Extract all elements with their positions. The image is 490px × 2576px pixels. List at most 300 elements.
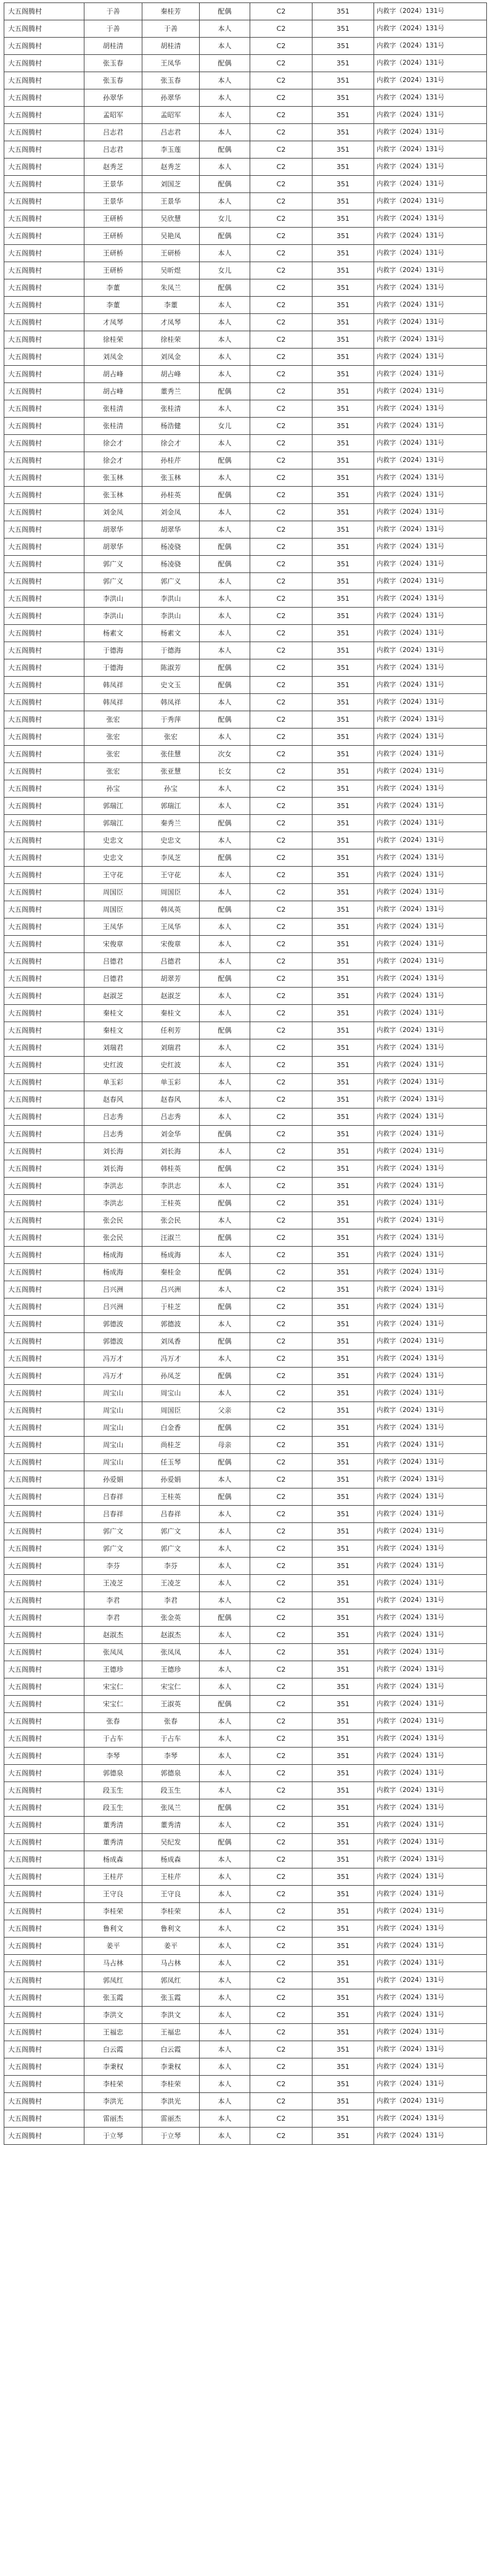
member-name-cell: 王守花 <box>142 867 200 884</box>
relation-cell: 本人 <box>200 1091 250 1108</box>
household-head-cell: 赵淑芝 <box>84 988 142 1005</box>
village-cell: 大五阁腾村 <box>4 1488 84 1506</box>
household-head-cell: 孙宝 <box>84 780 142 798</box>
table-row <box>4 262 487 279</box>
table-row <box>4 1834 487 1851</box>
amount-cell: 351 <box>312 1178 374 1195</box>
document-number-cell: 内救字（2024）131号 <box>374 1989 487 2007</box>
amount-cell: 351 <box>312 1627 374 1644</box>
village-cell: 大五阁腾村 <box>4 1143 84 1160</box>
relation-cell: 配偶 <box>200 711 250 729</box>
category-cell: C2 <box>250 2041 312 2058</box>
table-row <box>4 452 487 469</box>
amount-cell: 351 <box>312 2024 374 2041</box>
village-cell: 大五阁腾村 <box>4 1039 84 1057</box>
document-number-cell: 内救字（2024）131号 <box>374 1229 487 1247</box>
document-number-cell: 内救字（2024）131号 <box>374 1678 487 1696</box>
relation-cell: 配偶 <box>200 901 250 919</box>
table-row <box>4 884 487 901</box>
member-name-cell: 吕志秀 <box>142 1108 200 1126</box>
household-head-cell: 周宝山 <box>84 1419 142 1437</box>
document-number-cell: 内救字（2024）131号 <box>374 1454 487 1471</box>
amount-cell: 351 <box>312 677 374 694</box>
document-number-cell: 内救字（2024）131号 <box>374 1661 487 1678</box>
household-head-cell: 周宝山 <box>84 1402 142 1419</box>
household-head-cell: 李洪光 <box>84 2093 142 2110</box>
household-head-cell: 宋俊章 <box>84 936 142 953</box>
village-cell: 大五阁腾村 <box>4 314 84 331</box>
village-cell: 大五阁腾村 <box>4 1385 84 1402</box>
table-row <box>4 1402 487 1419</box>
member-name-cell: 赵春风 <box>142 1091 200 1108</box>
amount-cell: 351 <box>312 884 374 901</box>
table-row <box>4 1523 487 1540</box>
member-name-cell: 任玉琴 <box>142 1454 200 1471</box>
relation-cell: 本人 <box>200 867 250 884</box>
table-row <box>4 193 487 210</box>
member-name-cell: 李桂荣 <box>142 1903 200 1920</box>
document-number-cell: 内救字（2024）131号 <box>374 521 487 539</box>
amount-cell: 351 <box>312 1039 374 1057</box>
amount-cell: 351 <box>312 72 374 89</box>
member-name-cell: 赵淑杰 <box>142 1627 200 1644</box>
household-head-cell: 孙翠华 <box>84 89 142 107</box>
member-name-cell: 韩桂英 <box>142 1160 200 1178</box>
amount-cell: 351 <box>312 590 374 608</box>
category-cell: C2 <box>250 1195 312 1212</box>
relation-cell: 本人 <box>200 1540 250 1558</box>
category-cell: C2 <box>250 366 312 383</box>
member-name-cell: 张金英 <box>142 1609 200 1627</box>
category-cell: C2 <box>250 2076 312 2093</box>
document-number-cell: 内救字（2024）131号 <box>374 349 487 366</box>
member-name-cell: 任利芳 <box>142 1022 200 1039</box>
category-cell: C2 <box>250 2007 312 2024</box>
household-head-cell: 杨素文 <box>84 625 142 642</box>
member-name-cell: 李琴 <box>142 1748 200 1765</box>
member-name-cell: 冯万才 <box>142 1350 200 1368</box>
household-head-cell: 史红波 <box>84 1057 142 1074</box>
table-row <box>4 867 487 884</box>
village-cell: 大五阁腾村 <box>4 1627 84 1644</box>
table-row <box>4 1868 487 1886</box>
village-cell: 大五阁腾村 <box>4 1782 84 1799</box>
relation-cell: 配偶 <box>200 659 250 677</box>
household-head-cell: 史忠文 <box>84 832 142 849</box>
member-name-cell: 杨凌骁 <box>142 556 200 573</box>
amount-cell: 351 <box>312 1713 374 1730</box>
amount-cell: 351 <box>312 487 374 504</box>
category-cell: C2 <box>250 953 312 970</box>
relation-cell: 本人 <box>200 1506 250 1523</box>
amount-cell: 351 <box>312 1333 374 1350</box>
member-name-cell: 李洪山 <box>142 608 200 625</box>
amount-cell: 351 <box>312 1005 374 1022</box>
member-name-cell: 陈淑芳 <box>142 659 200 677</box>
household-head-cell: 姜平 <box>84 1938 142 1955</box>
document-number-cell: 内救字（2024）131号 <box>374 573 487 590</box>
document-number-cell: 内救字（2024）131号 <box>374 1488 487 1506</box>
category-cell: C2 <box>250 383 312 400</box>
table-row <box>4 245 487 262</box>
member-name-cell: 马占林 <box>142 1955 200 1972</box>
table-row <box>4 228 487 245</box>
category-cell: C2 <box>250 798 312 815</box>
member-name-cell: 郭广文 <box>142 1540 200 1558</box>
category-cell: C2 <box>250 1022 312 1039</box>
household-head-cell: 李洪文 <box>84 2007 142 2024</box>
document-number-cell: 内救字（2024）131号 <box>374 1039 487 1057</box>
household-head-cell: 吕兴洲 <box>84 1281 142 1298</box>
member-name-cell: 李桂荣 <box>142 2076 200 2093</box>
category-cell: C2 <box>250 435 312 452</box>
relation-cell: 配偶 <box>200 279 250 297</box>
village-cell: 大五阁腾村 <box>4 1281 84 1298</box>
village-cell: 大五阁腾村 <box>4 383 84 400</box>
table-row <box>4 124 487 141</box>
household-head-cell: 郭广文 <box>84 1540 142 1558</box>
document-number-cell: 内救字（2024）131号 <box>374 849 487 867</box>
table-row <box>4 1592 487 1609</box>
document-number-cell: 内救字（2024）131号 <box>374 1091 487 1108</box>
document-number-cell: 内救字（2024）131号 <box>374 1108 487 1126</box>
category-cell: C2 <box>250 1834 312 1851</box>
village-cell: 大五阁腾村 <box>4 1696 84 1713</box>
village-cell: 大五阁腾村 <box>4 763 84 780</box>
document-number-cell: 内救字（2024）131号 <box>374 1851 487 1868</box>
village-cell: 大五阁腾村 <box>4 1402 84 1419</box>
category-cell: C2 <box>250 1160 312 1178</box>
document-number-cell: 内救字（2024）131号 <box>374 832 487 849</box>
document-number-cell: 内救字（2024）131号 <box>374 2007 487 2024</box>
amount-cell: 351 <box>312 1281 374 1298</box>
relation-cell: 配偶 <box>200 1609 250 1627</box>
member-name-cell: 王守良 <box>142 1886 200 1903</box>
relation-cell: 本人 <box>200 2041 250 2058</box>
relation-cell: 本人 <box>200 884 250 901</box>
document-number-cell: 内救字（2024）131号 <box>374 1316 487 1333</box>
village-cell: 大五阁腾村 <box>4 1955 84 1972</box>
amount-cell: 351 <box>312 1247 374 1264</box>
document-number-cell: 内救字（2024）131号 <box>374 262 487 279</box>
category-cell: C2 <box>250 573 312 590</box>
household-head-cell: 秦桂文 <box>84 1005 142 1022</box>
household-head-cell: 吕春祥 <box>84 1488 142 1506</box>
category-cell: C2 <box>250 1454 312 1471</box>
village-cell: 大五阁腾村 <box>4 1368 84 1385</box>
table-row <box>4 349 487 366</box>
document-number-cell: 内救字（2024）131号 <box>374 1471 487 1488</box>
amount-cell: 351 <box>312 1920 374 1938</box>
member-name-cell: 孙桂英 <box>142 487 200 504</box>
household-head-cell: 于占车 <box>84 1730 142 1748</box>
household-head-cell: 张玉霞 <box>84 1989 142 2007</box>
relation-cell: 本人 <box>200 1074 250 1091</box>
table-row <box>4 1972 487 1989</box>
table-row <box>4 55 487 72</box>
table-row <box>4 1160 487 1178</box>
category-cell: C2 <box>250 729 312 746</box>
document-number-cell: 内救字（2024）131号 <box>374 1817 487 1834</box>
amount-cell: 351 <box>312 919 374 936</box>
relation-cell: 本人 <box>200 107 250 124</box>
category-cell: C2 <box>250 89 312 107</box>
village-cell: 大五阁腾村 <box>4 1195 84 1212</box>
table-row <box>4 815 487 832</box>
village-cell: 大五阁腾村 <box>4 1264 84 1281</box>
village-cell: 大五阁腾村 <box>4 279 84 297</box>
category-cell: C2 <box>250 832 312 849</box>
category-cell: C2 <box>250 970 312 988</box>
member-name-cell: 刘瑞君 <box>142 1039 200 1057</box>
household-head-cell: 于善 <box>84 20 142 38</box>
member-name-cell: 郭德波 <box>142 1316 200 1333</box>
document-number-cell: 内救字（2024）131号 <box>374 1972 487 1989</box>
document-number-cell: 内救字（2024）131号 <box>374 20 487 38</box>
village-cell: 大五阁腾村 <box>4 815 84 832</box>
relation-cell: 本人 <box>200 2093 250 2110</box>
amount-cell: 351 <box>312 1782 374 1799</box>
amount-cell: 351 <box>312 1799 374 1817</box>
household-head-cell: 张桂清 <box>84 418 142 435</box>
table-row <box>4 1903 487 1920</box>
household-head-cell: 李君 <box>84 1592 142 1609</box>
relation-cell: 本人 <box>200 1350 250 1368</box>
household-head-cell: 徐桂荣 <box>84 331 142 349</box>
table-row <box>4 1229 487 1247</box>
table-row <box>4 2024 487 2041</box>
relation-cell: 本人 <box>200 1281 250 1298</box>
household-head-cell: 郭凤红 <box>84 1972 142 1989</box>
relation-cell: 本人 <box>200 1938 250 1955</box>
relation-cell: 本人 <box>200 1316 250 1333</box>
table-row <box>4 1558 487 1575</box>
member-name-cell: 李芬 <box>142 1558 200 1575</box>
amount-cell: 351 <box>312 107 374 124</box>
village-cell: 大五阁腾村 <box>4 780 84 798</box>
table-row <box>4 1108 487 1126</box>
table-row <box>4 625 487 642</box>
village-cell: 大五阁腾村 <box>4 642 84 659</box>
amount-cell: 351 <box>312 625 374 642</box>
member-name-cell: 杨凌骁 <box>142 539 200 556</box>
household-head-cell: 王凌芝 <box>84 1575 142 1592</box>
table-row <box>4 1644 487 1661</box>
category-cell: C2 <box>250 159 312 176</box>
category-cell: C2 <box>250 2128 312 2145</box>
village-cell: 大五阁腾村 <box>4 2076 84 2093</box>
document-number-cell: 内救字（2024）131号 <box>374 1402 487 1419</box>
category-cell: C2 <box>250 452 312 469</box>
document-number-cell: 内救字（2024）131号 <box>374 1298 487 1316</box>
relation-cell: 配偶 <box>200 1696 250 1713</box>
member-name-cell: 张佳慧 <box>142 746 200 763</box>
household-head-cell: 周宝山 <box>84 1385 142 1402</box>
village-cell: 大五阁腾村 <box>4 141 84 159</box>
amount-cell: 351 <box>312 55 374 72</box>
category-cell: C2 <box>250 1108 312 1126</box>
category-cell: C2 <box>250 1851 312 1868</box>
relation-cell: 配偶 <box>200 1799 250 1817</box>
member-name-cell: 吕志君 <box>142 124 200 141</box>
household-head-cell: 王研桥 <box>84 210 142 228</box>
household-head-cell: 李琴 <box>84 1748 142 1765</box>
village-cell: 大五阁腾村 <box>4 1920 84 1938</box>
village-cell: 大五阁腾村 <box>4 1678 84 1696</box>
village-cell: 大五阁腾村 <box>4 297 84 314</box>
member-name-cell: 张亚慧 <box>142 763 200 780</box>
village-cell: 大五阁腾村 <box>4 1817 84 1834</box>
relation-cell: 配偶 <box>200 487 250 504</box>
document-number-cell: 内救字（2024）131号 <box>374 1022 487 1039</box>
amount-cell: 351 <box>312 3 374 20</box>
relation-cell: 本人 <box>200 349 250 366</box>
household-head-cell: 王研桥 <box>84 228 142 245</box>
member-name-cell: 于立琴 <box>142 2128 200 2145</box>
document-number-cell: 内救字（2024）131号 <box>374 659 487 677</box>
amount-cell: 351 <box>312 521 374 539</box>
household-head-cell: 胡翠华 <box>84 521 142 539</box>
category-cell: C2 <box>250 1126 312 1143</box>
household-head-cell: 张宏 <box>84 746 142 763</box>
member-name-cell: 郭德泉 <box>142 1765 200 1782</box>
household-head-cell: 张会民 <box>84 1212 142 1229</box>
table-row <box>4 1506 487 1523</box>
relation-cell: 本人 <box>200 1247 250 1264</box>
amount-cell: 351 <box>312 2007 374 2024</box>
category-cell: C2 <box>250 469 312 487</box>
relation-cell: 配偶 <box>200 1229 250 1247</box>
category-cell: C2 <box>250 659 312 677</box>
amount-cell: 351 <box>312 124 374 141</box>
category-cell: C2 <box>250 1074 312 1091</box>
member-name-cell: 杨素文 <box>142 625 200 642</box>
table-row <box>4 2058 487 2076</box>
amount-cell: 351 <box>312 1298 374 1316</box>
amount-cell: 351 <box>312 504 374 521</box>
document-number-cell: 内救字（2024）131号 <box>374 1126 487 1143</box>
document-number-cell: 内救字（2024）131号 <box>374 228 487 245</box>
document-number-cell: 内救字（2024）131号 <box>374 590 487 608</box>
relation-cell: 本人 <box>200 1903 250 1920</box>
document-number-cell: 内救字（2024）131号 <box>374 1696 487 1713</box>
household-head-cell: 张桂清 <box>84 400 142 418</box>
amount-cell: 351 <box>312 1575 374 1592</box>
village-cell: 大五阁腾村 <box>4 1074 84 1091</box>
table-row <box>4 504 487 521</box>
member-name-cell: 于善 <box>142 20 200 38</box>
village-cell: 大五阁腾村 <box>4 1108 84 1126</box>
document-number-cell: 内救字（2024）131号 <box>374 72 487 89</box>
household-head-cell: 雷丽杰 <box>84 2110 142 2128</box>
document-number-cell: 内救字（2024）131号 <box>374 504 487 521</box>
member-name-cell: 赵淑芝 <box>142 988 200 1005</box>
member-name-cell: 吕春祥 <box>142 1506 200 1523</box>
member-name-cell: 韩凤英 <box>142 901 200 919</box>
household-head-cell: 王德珍 <box>84 1661 142 1678</box>
member-name-cell: 李洪文 <box>142 2007 200 2024</box>
village-cell: 大五阁腾村 <box>4 1454 84 1471</box>
amount-cell: 351 <box>312 1661 374 1678</box>
amount-cell: 351 <box>312 815 374 832</box>
document-number-cell: 内救字（2024）131号 <box>374 1523 487 1540</box>
village-cell: 大五阁腾村 <box>4 2007 84 2024</box>
village-cell: 大五阁腾村 <box>4 469 84 487</box>
village-cell: 大五阁腾村 <box>4 1592 84 1609</box>
amount-cell: 351 <box>312 1506 374 1523</box>
village-cell: 大五阁腾村 <box>4 953 84 970</box>
relation-cell: 本人 <box>200 245 250 262</box>
member-name-cell: 杨成森 <box>142 1851 200 1868</box>
document-number-cell: 内救字（2024）131号 <box>374 884 487 901</box>
amount-cell: 351 <box>312 1488 374 1506</box>
amount-cell: 351 <box>312 1160 374 1178</box>
member-name-cell: 胡翠芳 <box>142 970 200 988</box>
table-row <box>4 1782 487 1799</box>
relation-cell: 配偶 <box>200 1126 250 1143</box>
village-cell: 大五阁腾村 <box>4 262 84 279</box>
amount-cell: 351 <box>312 1644 374 1661</box>
amount-cell: 351 <box>312 849 374 867</box>
household-head-cell: 吕春祥 <box>84 1506 142 1523</box>
village-cell: 大五阁腾村 <box>4 1506 84 1523</box>
amount-cell: 351 <box>312 901 374 919</box>
household-head-cell: 郭瑞江 <box>84 798 142 815</box>
category-cell: C2 <box>250 1644 312 1661</box>
member-name-cell: 王凤华 <box>142 55 200 72</box>
amount-cell: 351 <box>312 1938 374 1955</box>
member-name-cell: 刘国芝 <box>142 176 200 193</box>
household-head-cell: 王桂芹 <box>84 1868 142 1886</box>
table-row <box>4 1333 487 1350</box>
relation-cell: 配偶 <box>200 1488 250 1506</box>
village-cell: 大五阁腾村 <box>4 711 84 729</box>
relation-cell: 本人 <box>200 1678 250 1696</box>
village-cell: 大五阁腾村 <box>4 1938 84 1955</box>
village-cell: 大五阁腾村 <box>4 89 84 107</box>
category-cell: C2 <box>250 2093 312 2110</box>
village-cell: 大五阁腾村 <box>4 1005 84 1022</box>
household-head-cell: 赵春风 <box>84 1091 142 1108</box>
table-row <box>4 2128 487 2145</box>
document-number-cell: 内救字（2024）131号 <box>374 953 487 970</box>
amount-cell: 351 <box>312 608 374 625</box>
table-row <box>4 1350 487 1368</box>
document-number-cell: 内救字（2024）131号 <box>374 1592 487 1609</box>
table-row <box>4 1281 487 1298</box>
relation-cell: 配偶 <box>200 1022 250 1039</box>
amount-cell: 351 <box>312 988 374 1005</box>
table-row <box>4 1713 487 1730</box>
household-head-cell: 张玉林 <box>84 487 142 504</box>
document-number-cell: 内救字（2024）131号 <box>374 988 487 1005</box>
category-cell: C2 <box>250 1678 312 1696</box>
amount-cell: 351 <box>312 1868 374 1886</box>
relation-cell: 配偶 <box>200 1834 250 1851</box>
document-number-cell: 内救字（2024）131号 <box>374 1955 487 1972</box>
amount-cell: 351 <box>312 1229 374 1247</box>
amount-cell: 351 <box>312 573 374 590</box>
document-number-cell: 内救字（2024）131号 <box>374 159 487 176</box>
village-cell: 大五阁腾村 <box>4 590 84 608</box>
table-row <box>4 1212 487 1229</box>
relation-cell: 本人 <box>200 1005 250 1022</box>
household-head-cell: 徐会才 <box>84 435 142 452</box>
household-head-cell: 段玉生 <box>84 1799 142 1817</box>
amount-cell: 351 <box>312 1903 374 1920</box>
village-cell: 大五阁腾村 <box>4 729 84 746</box>
table-row <box>4 89 487 107</box>
